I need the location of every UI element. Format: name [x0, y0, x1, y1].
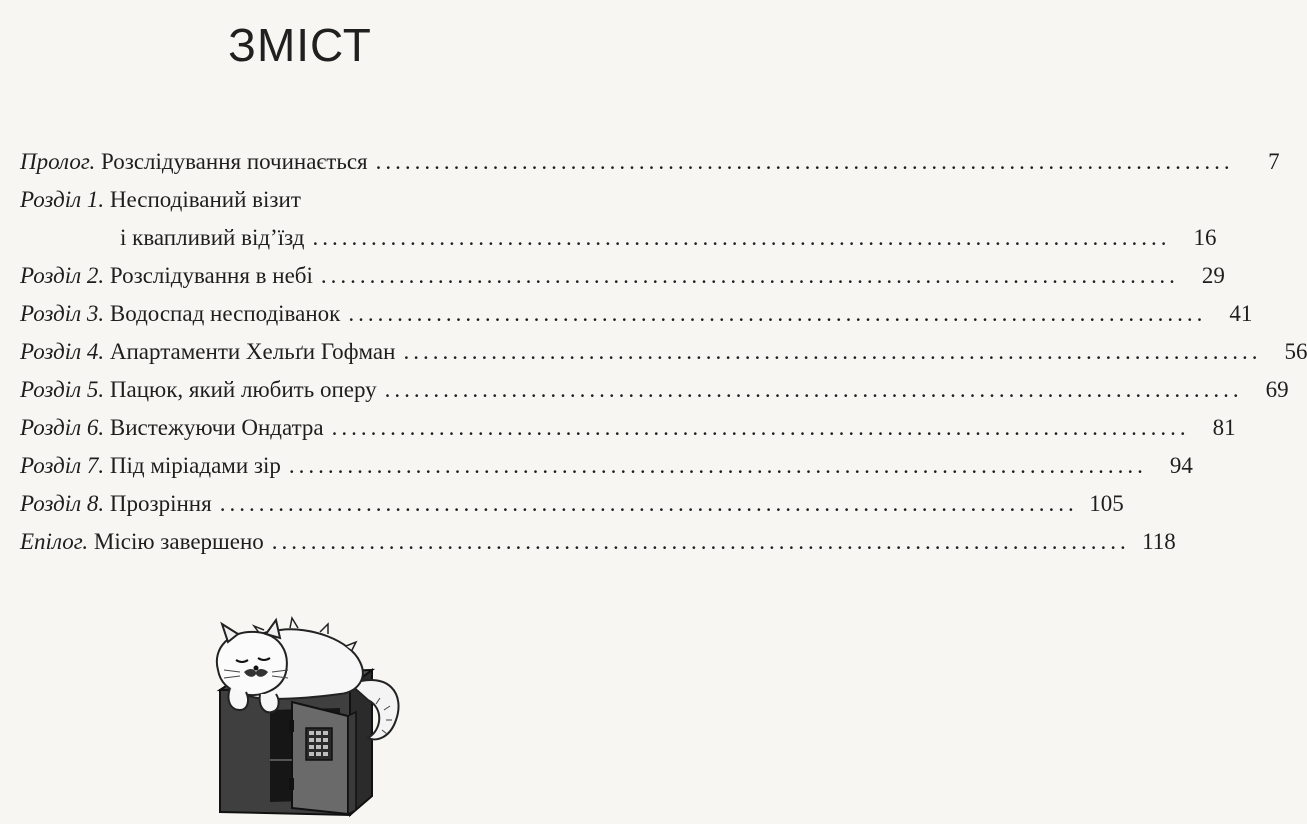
toc-entry-label: Розділ 7.: [20, 453, 105, 478]
toc-entry-chapter-1-continued[interactable]: [20, 219, 1217, 257]
toc-entry-title: Пацюк, який любить оперу: [109, 377, 377, 402]
toc-entry-title: Розслідування починається: [101, 149, 368, 174]
toc-entry-label: Пролог.: [20, 149, 96, 174]
toc-entry-title: Місію завершено: [93, 529, 264, 554]
toc-entry-page: 105: [1089, 491, 1124, 516]
toc-entry-page: 7: [1268, 149, 1280, 174]
dot-leader: ........................................................................................: [375, 149, 1234, 174]
toc-entry-chapter-1[interactable]: [20, 181, 580, 219]
toc-entry-page: 94: [1169, 453, 1193, 478]
dot-leader: ........................................................................................: [384, 377, 1243, 402]
dot-leader: ........................................................................................: [219, 491, 1078, 516]
dot-leader: ........................................................................................: [331, 415, 1190, 440]
dot-leader: ........................................................................................: [403, 339, 1262, 364]
toc-entry-page: 29: [1201, 263, 1225, 288]
toc-entry-page: 81: [1212, 415, 1236, 440]
dot-leader: ........................................................................................: [288, 453, 1147, 478]
page-title: ЗМІСТ: [228, 19, 372, 71]
dot-leader: ........................................................................................: [320, 263, 1179, 288]
toc-entry-title: Під міріадами зір: [109, 453, 281, 478]
dot-leader: ........................................................................................: [312, 225, 1171, 250]
toc-entry-page: 41: [1229, 301, 1253, 326]
toc-entry-label: Розділ 1.: [20, 187, 105, 212]
toc-entry-chapter-2[interactable]: [20, 257, 1225, 295]
toc-entry-label: Розділ 8.: [20, 491, 105, 516]
toc-entry-chapter-4[interactable]: [20, 333, 1307, 371]
toc-entry-title: Водоспад несподіванок: [109, 301, 341, 326]
toc-entry-page: 56: [1284, 339, 1307, 364]
table-of-contents: [20, 143, 1307, 561]
toc-entry-chapter-6[interactable]: [20, 409, 1236, 447]
dot-leader: ........................................................................................: [271, 529, 1130, 554]
toc-entry-title: Прозріння: [109, 491, 212, 516]
toc-entry-epilogue[interactable]: [20, 523, 1176, 561]
toc-entry-title: Вистежуючи Ондатра: [109, 415, 324, 440]
toc-entry-title: Апартаменти Хельґи Гофман: [109, 339, 396, 364]
toc-entry-label: Розділ 6.: [20, 415, 105, 440]
toc-entry-label: Епілог.: [20, 529, 89, 554]
toc-entry-label: Розділ 4.: [20, 339, 105, 364]
toc-entry-label: Розділ 2.: [20, 263, 105, 288]
toc-entry-prologue[interactable]: [20, 143, 1280, 181]
toc-entry-title-continued: і квапливий від’їзд: [120, 225, 305, 250]
cat-on-safe-illustration: [200, 600, 430, 820]
toc-entry-label: Розділ 5.: [20, 377, 105, 402]
toc-entry-label: Розділ 3.: [20, 301, 105, 326]
toc-entry-chapter-7[interactable]: [20, 447, 1193, 485]
toc-entry-page: 16: [1193, 225, 1217, 250]
toc-entry-page: 118: [1142, 529, 1176, 554]
toc-entry-chapter-3[interactable]: [20, 295, 1253, 333]
toc-entry-title: Розслідування в небі: [109, 263, 313, 288]
toc-entry-chapter-5[interactable]: [20, 371, 1289, 409]
toc-entry-page: 69: [1265, 377, 1289, 402]
toc-entry-title: Несподіваний візит: [109, 187, 301, 212]
dot-leader: ........................................................................................: [348, 301, 1207, 326]
toc-entry-chapter-8[interactable]: [20, 485, 1124, 523]
